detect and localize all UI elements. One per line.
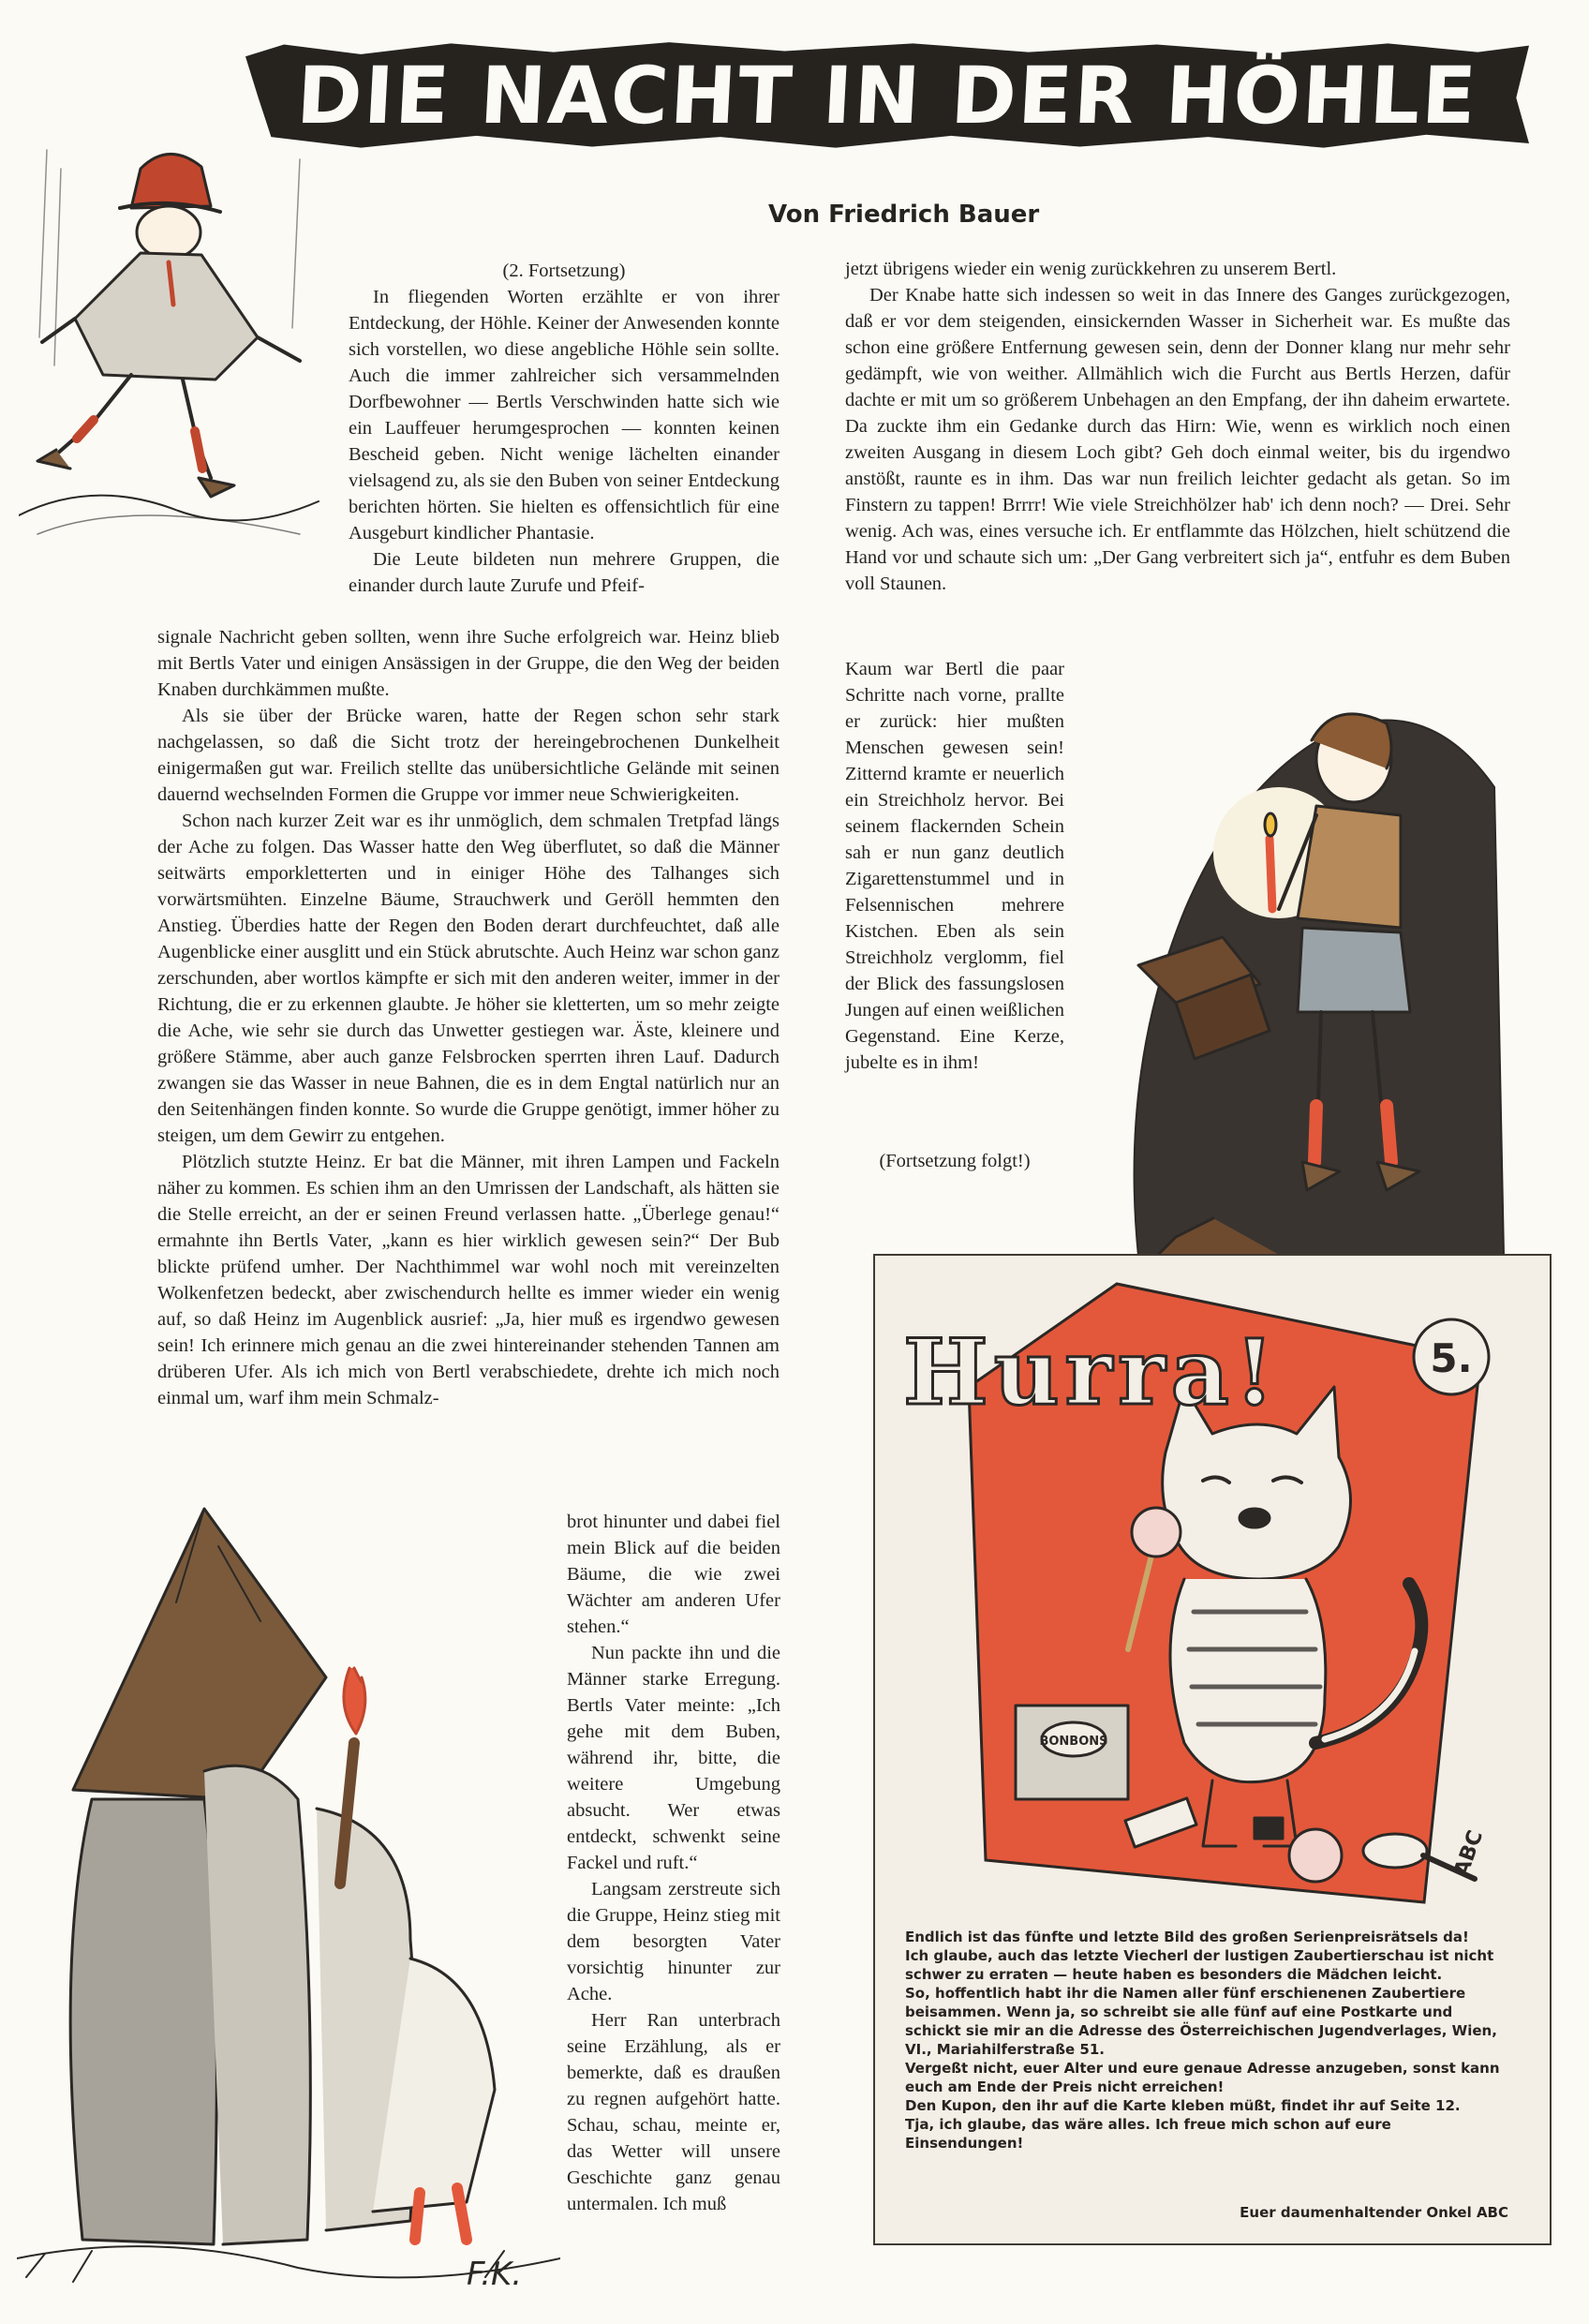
article-paragraph: Herr Ran unterbrach seine Erzählung, als er bemerkte, daß es draußen zu regnen aufgehört hatte. Schau, schau, meinte er, das Wetter will unsere Geschichte ganz genau untermalen. Ich muß (567, 2010, 780, 2214)
running-boy-illustration (19, 141, 328, 553)
article-paragraph: Als sie über der Brücke waren, hatte der Regen schon sehr stark nachgelassen, so daß die Sicht trotz der hereingebrochenen Dunkelheit einigermaßen gut war. Freilich stellte das unübersichtliche Gelände mit seinen dauernd wechselnden Formen die Gruppe vor immer neue Schwierigkeiten. (157, 706, 780, 805)
article-paragraph: Die Leute bildeten nun mehrere Gruppen, die einander durch laute Zurufe und Pfeif- (349, 549, 780, 596)
installment-label: (2. Fortsetzung) (502, 261, 626, 281)
article-paragraph: Der Knabe hatte sich indessen so weit in das Innere des Ganges zurückgezogen, daß er vor dem steigenden, einsickernden Wasser in Sicherheit war. Es mußte das schon eine größere Entfernung gewesen sein, denn der Donner klang nur mehr sehr gedämpft, wie von weither. Allmählich wich die Furcht aus Bertls Herzen, dafür dachte er mit um so größerem Unbehagen an den Empfang, der ihn daheim erwartete. Da zuckte ihm ein Gedanke durch das Hirn: Wie, wenn es wirklich noch einen zweiten Ausgang in diesem Loch gibt? Geh doch einmal weiter, bis du irgendwo anstößt, raunte es in ihm. Das war nun freilich leichter gedacht als getan. So im Finstern zu tappen! Brrrr! Wie viele Streichhölzer hab' ich denn noch? — Drei. Sehr wenig. Ach was, eines versuche ich. Er entflammte das Hölzchen, hielt schützend die Hand vor und schaute sich um: „Der Gang verbreitert sich ja“, entfuhr es dem Buben voll Staunen. (845, 285, 1510, 594)
puzzle-paragraph: Ich glaube, auch das letzte Viecherl der lustigen Zaubertierschau ist nicht schwer zu erraten — heute haben es besonders die Mädchen leicht. (905, 1947, 1494, 1983)
bonbons-box-label: BONBONS (1039, 1735, 1108, 1749)
page-title: DIE NACHT IN DER HÖHLE (294, 50, 1480, 142)
continued-note: (Fortsetzung folgt!) (879, 1151, 1031, 1171)
article-paragraph: In fliegenden Worten erzählte er von ihrer Entdeckung, der Höhle. Keiner der Anwesenden konnte sich vorstellen, wo diese angebliche Höhle sein sollte. Auch die immer zahlreicher sich versammelnden Dorfbewohner — Bertls Verschwinden hatte sich wie ein Lauffeuer herumgesprochen — konnten keinen Bescheid geben. Nicht wenige lächelten einander vielsagend zu, als sie den Buben von seiner Entdeckung berichten hörten. Sie hielten es offensichtlich für eine Ausgeburt kindlicher Phantasie. (349, 287, 780, 544)
article-col1-top (349, 258, 780, 599)
puzzle-paragraph: Vergeßt nicht, euer Alter und eure genaue Adresse anzugeben, sonst kann euch am Ende der Preis nicht erreichen! (905, 2060, 1500, 2095)
puzzle-artist-signature: ABC (1449, 1827, 1489, 1880)
article-col2-top (845, 256, 1510, 597)
article-paragraph: Langsam zerstreute sich die Gruppe, Heinz stieg mit dem besorgten Vater vorsichtig hinunter zur Ache. (567, 1879, 780, 2004)
article-paragraph: jetzt übrigens wieder ein wenig zurückkehren zu unserem Bertl. (845, 259, 1337, 279)
puzzle-paragraph: Endlich ist das fünfte und letzte Bild des großen Serienpreisrätsels da! (905, 1929, 1469, 1945)
article-col1-main (157, 624, 780, 1411)
puzzle-illustration (875, 1256, 1546, 1930)
puzzle-paragraph: So, hoffentlich habt ihr die Namen aller fünf erschienenen Zaubertiere beisammen. Wenn ja, so schreibt sie alle fünf auf eine Postkarte und schickt sie mir an die Adresse des Österreichischen Jugendverlages, Wien, VI., Mariahilferstraße 51. (905, 1985, 1497, 2058)
artist-signature: F.K. (467, 2256, 523, 2293)
article-paragraph: Kaum war Bertl die paar Schritte nach vorne, prallte er zurück: hier mußten Menschen gewesen sein! Zitternd kramte er neuerlich ein Streichholz hervor. Bei seinem flackernden Schein sah er nun ganz deutlich Zigarettenstummel und in Felsennischen mehrere Kistchen. Eben als sein Streichholz verglomm, fiel der Blick des fassungslosen Jungen auf einen weißlichen Gegenstand. Eine Kerze, jubelte es in ihm! (845, 659, 1064, 1073)
puzzle-instructions (905, 1928, 1508, 2153)
article-paragraph: Schon nach kurzer Zeit war es ihr unmöglich, dem schmalen Tretpfad längs der Ache zu folgen. Das Wasser hatte den Weg überflutet, so daß die Männer seitwärts emporkletterten und in einiger Höhe des Talhanges sich vorwärtsmühten. Einzelne Bäume, Strauchwerk und Geröll hemmten den Anstieg. Überdies hatte der Regen den Boden derart durchfeuchtet, daß alle Augenblicke einer ausglitt und ein Stück abrutschte. Auch Heinz war schon ganz zerschunden, aber wortlos kämpfte er sich mit den anderen weiter, immer in der Richtung, die er zu erkennen glaubte. Je höher sie kletterten, um so mehr zeigte die Ache, wie sehr sie durch das Unwetter gestiegen war. Äste, kleinere und größere Stämme, aber auch ganze Felsbrocken sperrten ihren Lauf. Dadurch zwangen sie das Wasser in neue Bahnen, die es in dem Engtal natürlich nur an den Seitenhängen finden konnte. So wurde die Gruppe genötigt, immer höher zu steigen, um dem Gewirr zu entgehen. (157, 811, 780, 1146)
puzzle-heading: Hurra! (903, 1319, 1280, 1425)
article-paragraph: Nun packte ihn und die Männer starke Erregung. Bertls Vater meinte: „Ich gehe mit dem Buben, während ihr, bitte, die weitere Umgebung absucht. Wer etwas entdeckt, schwenkt seine Fackel und ruft.“ (567, 1643, 780, 1873)
article-col2-narrow (845, 656, 1064, 1076)
article-paragraph: brot hinunter und dabei fiel mein Blick auf die beiden Bäume, die wie zwei Wächter am anderen Ufer stehen.“ (567, 1512, 780, 1637)
article-col1-narrow (567, 1509, 780, 2217)
byline: Von Friedrich Bauer (768, 201, 1040, 229)
puzzle-paragraph: Den Kupon, den ihr auf die Karte kleben müßt, findet ihr auf Seite 12. (905, 2097, 1461, 2114)
article-paragraph: signale Nachricht geben sollten, wenn ihre Suche erfolgreich war. Heinz blieb mit Bertls Vater und einigen Ansässigen in der Gruppe, die den Weg der beiden Knaben durchkämmen mußte. (157, 627, 780, 700)
cave-boy-illustration (1120, 675, 1513, 1265)
puzzle-paragraph: Tja, ich glaube, das wäre alles. Ich freue mich schon auf eure Einsendungen! (905, 2116, 1391, 2152)
article-paragraph: Plötzlich stutzte Heinz. Er bat die Männer, mit ihren Lampen und Fackeln näher zu kommen. Es schien ihm an den Umrissen der Landschaft, als hätten sie die Stelle erreicht, an der er seinen Freund verlassen hatte. „Überlege genau!“ ermahnte ihn Bertls Vater, „kann es hier wirklich gewesen sein?“ Der Bub blickte prüfend umher. Der Nachthimmel war wohl noch mit vereinzelten Wolkenfetzen bedeckt, aber zwischendurch hellte es immer wieder ein wenig auf, so daß Heinz im Augenblick ausrief: „Ja, hier muß es irgendwo gewesen sein! Ich erinnere mich genau an die zwei hintereinander stehenden Tannen am drüberen Ufer. Als ich mich von Bertl verabschiedete, drehte ich mich noch einmal um, warf ihm mein Schmalz- (157, 1152, 780, 1408)
puzzle-signature: Euer daumenhaltender Onkel ABC (1240, 2204, 1508, 2221)
puzzle-number: 5. (1430, 1335, 1473, 1381)
torch-search-illustration (17, 1490, 560, 2296)
